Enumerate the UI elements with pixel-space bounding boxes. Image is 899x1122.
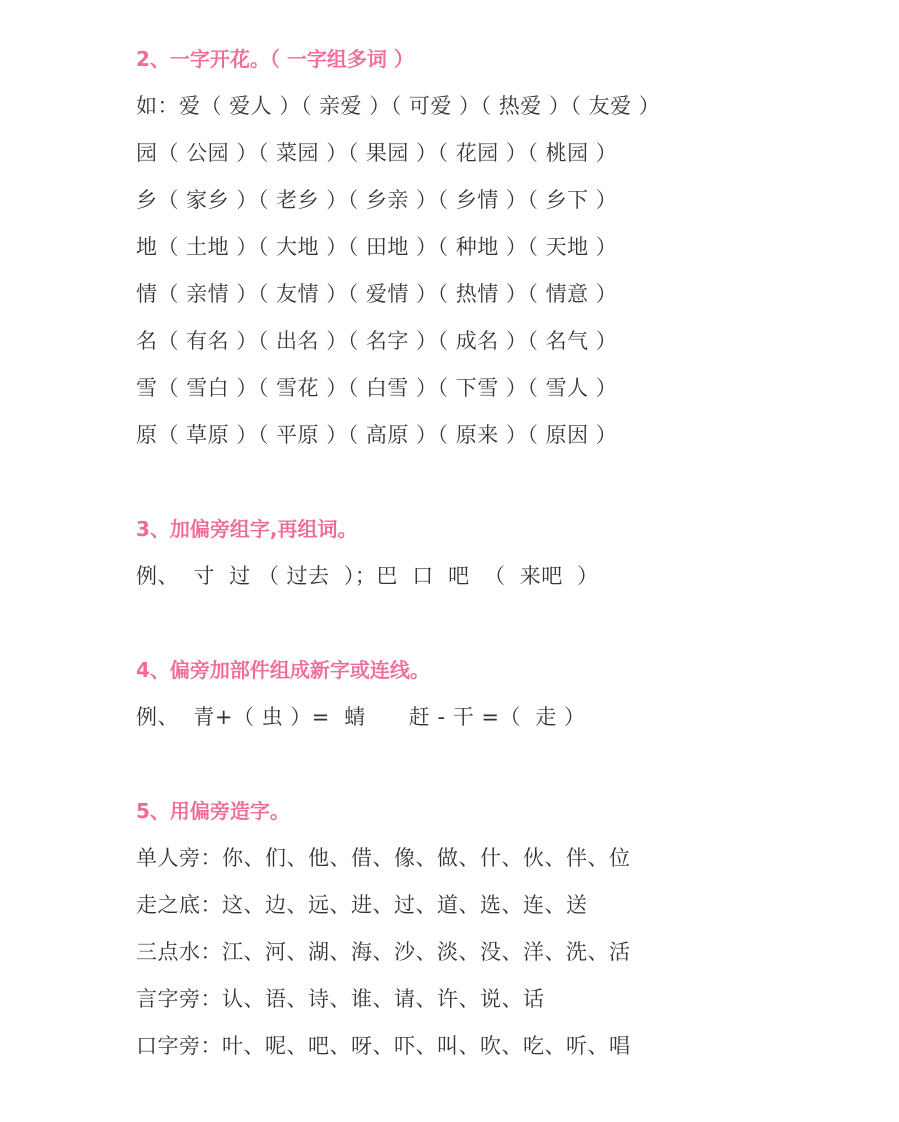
section-heading: 3、加偏旁组字,再组词。: [136, 517, 358, 541]
section-heading: 2、一字开花。（ 一字组多词 ）: [136, 47, 414, 71]
section-heading: 5、用偏旁造字。: [136, 799, 290, 823]
section-spacer: [136, 741, 876, 788]
section-radical-compose: [136, 506, 876, 600]
text-line: 单人旁：你、们、他、借、像、做、什、伙、伴、位: [136, 846, 631, 870]
section-heading: 4、偏旁加部件组成新字或连线。: [136, 658, 430, 682]
text-line: 走之底：这、边、远、进、过、道、选、连、送: [136, 893, 588, 917]
text-line: 地（ 土地 ）（ 大地 ）（ 田地 ）（ 种地 ）（ 天地 ）: [136, 235, 618, 259]
text-line: 名（ 有名 ）（ 出名 ）（ 名字 ）（ 成名 ）（ 名气 ）: [136, 329, 618, 353]
text-line: 情（ 亲情 ）（ 友情 ）（ 爱情 ）（ 热情 ）（ 情意 ）: [136, 282, 618, 306]
text-line: 乡（ 家乡 ）（ 老乡 ）（ 乡亲 ）（ 乡情 ）（ 乡下 ）: [136, 188, 618, 212]
section-spacer: [136, 459, 876, 506]
section-radical-characters: [136, 788, 876, 1070]
section-spacer: [136, 600, 876, 647]
text-line: 原（ 草原 ）（ 平原 ）（ 高原 ）（ 原来 ）（ 原因 ）: [136, 423, 618, 447]
text-line: 三点水：江、河、湖、海、沙、淡、没、洋、洗、活: [136, 940, 631, 964]
text-line: 例、 青+（ 虫 ）= 蜻 赶 - 干 =（ 走 ）: [136, 705, 586, 729]
text-line: 雪（ 雪白 ）（ 雪花 ）（ 白雪 ）（ 下雪 ）（ 雪人 ）: [136, 376, 618, 400]
text-line: 如：爱（ 爱人 ）（ 亲爱 ）（ 可爱 ）（ 热爱 ）（ 友爱 ）: [136, 94, 661, 118]
text-line: 园（ 公园 ）（ 菜园 ）（ 果园 ）（ 花园 ）（ 桃园 ）: [136, 141, 618, 165]
text-line: 言字旁：认、语、诗、谁、请、许、说、话: [136, 987, 545, 1011]
section-one-char-words: [136, 36, 876, 459]
document-page: [136, 36, 876, 1070]
text-line: 口字旁：叶、呢、吧、呀、吓、叫、吹、吃、听、唱: [136, 1034, 631, 1058]
text-line: 例、 寸 过 （ 过去 ）；巴 口 吧 （ 来吧 ）: [136, 564, 599, 588]
section-radical-parts: [136, 647, 876, 741]
